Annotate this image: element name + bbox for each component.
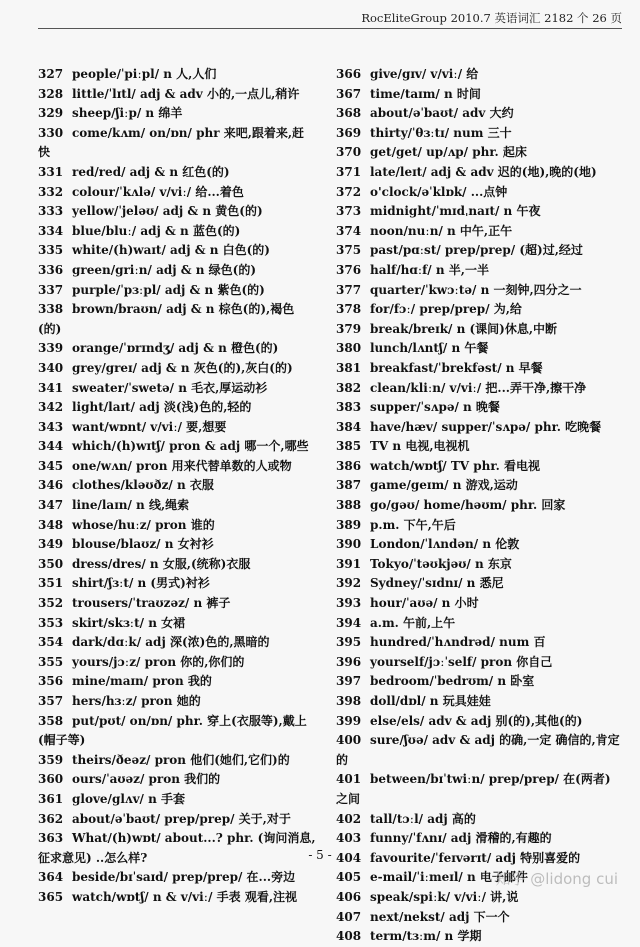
entry-text: doll/dɒl/ n 玩具娃娃 — [370, 694, 491, 708]
vocab-entry — [336, 261, 622, 281]
vocab-entry — [38, 379, 316, 399]
entry-number: 383 — [336, 400, 362, 415]
entry-number: 405 — [336, 870, 362, 885]
vocab-entry — [336, 124, 622, 144]
entry-text: supper/ˈsʌpə/ n 晚餐 — [370, 400, 500, 415]
entry-number: 370 — [336, 145, 362, 160]
entry-number: 366 — [336, 67, 362, 81]
entry-number: 342 — [38, 400, 64, 415]
entry-number: 331 — [38, 164, 64, 179]
entry-text: noon/nuːn/ n 中午,正午 — [370, 223, 513, 238]
entry-number: 348 — [38, 517, 64, 532]
entry-number: 408 — [336, 929, 362, 944]
entry-text: watch/wɒtʃ/ n & v/viː/ 手表 观看,注视 — [72, 889, 298, 904]
entry-text: about/əˈbaʊt/ prep/prep/ 关于,对于 — [72, 811, 291, 826]
vocab-entry — [336, 418, 622, 438]
entry-text: beside/bɪˈsaɪd/ prep/prep/ 在...旁边 — [72, 870, 296, 885]
entry-number: 332 — [38, 184, 64, 199]
entry-text: watch/wɒtʃ/ TV phr. 看电视 — [370, 458, 540, 473]
entry-text: theirs/ðeəz/ pron 他们(她们,它们)的 — [72, 752, 290, 767]
vocab-entry — [38, 594, 316, 614]
entry-number: 374 — [336, 223, 362, 238]
entry-text: glove/glʌv/ n 手套 — [72, 791, 186, 806]
entry-text: whose/huːz/ pron 谁的 — [72, 517, 215, 532]
entry-number: 392 — [336, 576, 362, 591]
vocab-entry — [336, 65, 622, 85]
entry-number: 362 — [38, 811, 64, 826]
entry-text: brown/braʊn/ adj & n 棕色(的),褐色(的) — [38, 302, 295, 336]
vocab-entry — [336, 339, 622, 359]
vocab-entry — [336, 888, 622, 908]
vocab-entry — [38, 790, 316, 810]
entry-number: 365 — [38, 889, 64, 904]
entry-text: p.m. 下午,午后 — [370, 517, 456, 532]
vocab-entry — [336, 829, 622, 849]
vocab-entry — [336, 300, 622, 320]
entry-text: yours/jɔːz/ pron 你的,你们的 — [72, 654, 245, 669]
vocab-entry — [38, 633, 316, 653]
vocab-entry — [336, 281, 622, 301]
entry-text: clean/kliːn/ v/viː/ 把...弄干净,擦干净 — [370, 380, 587, 395]
entry-number: 359 — [38, 752, 64, 767]
vocab-entry — [38, 418, 316, 438]
left-column — [38, 65, 316, 908]
entry-text: Tokyo/ˈtəʊkjəʊ/ n 东京 — [370, 556, 512, 571]
entry-text: little/ˈlɪtl/ adj & adv 小的,一点儿,稍许 — [72, 86, 300, 101]
vocab-entry — [336, 731, 622, 770]
vocab-entry — [38, 555, 316, 575]
entry-number: 347 — [38, 498, 64, 513]
entry-text: green/griːn/ adj & n 绿色(的) — [72, 262, 257, 277]
entry-number: 341 — [38, 380, 64, 395]
vocab-entry — [336, 692, 622, 712]
entry-number: 387 — [336, 478, 362, 493]
entry-text: quarter/ˈkwɔːtə/ n 一刻钟,四分之一 — [370, 282, 582, 297]
entry-number: 382 — [336, 380, 362, 395]
vocab-entry — [336, 476, 622, 496]
entry-text: white/(h)waɪt/ adj & n 白色(的) — [72, 243, 270, 258]
entry-text: colour/ˈkʌlə/ v/viː/ 给...着色 — [72, 184, 244, 199]
right-column — [336, 65, 622, 947]
entry-text: get/get/ up/ʌp/ phr. 起床 — [370, 145, 527, 160]
entry-number: 345 — [38, 458, 64, 473]
page-header: RocEliteGroup 2010.7 英语词汇 2182 个 26 页 — [361, 11, 622, 25]
entry-number: 346 — [38, 478, 64, 493]
vocab-entry — [38, 202, 316, 222]
entry-text: dress/dres/ n 女服,(统称)衣服 — [72, 556, 251, 571]
entry-number: 378 — [336, 302, 362, 317]
entry-text: shirt/ʃɜːt/ n (男式)衬衫 — [72, 576, 210, 591]
entry-number: 351 — [38, 576, 64, 591]
vocab-entry — [38, 692, 316, 712]
entry-text: favourite/ˈfeɪvərɪt/ adj 特别喜爱的 — [370, 850, 581, 865]
entry-number: 388 — [336, 498, 362, 513]
entry-text: go/gəʊ/ home/həʊm/ phr. 回家 — [370, 498, 566, 513]
entry-text: come/kʌm/ on/ɒn/ phr 来吧,跟着来,赶快 — [38, 125, 305, 160]
entry-number: 380 — [336, 341, 362, 356]
vocab-entry — [336, 770, 622, 809]
entry-text: next/nekst/ adj 下一个 — [370, 909, 510, 924]
entry-text: put/pʊt/ on/ɒn/ phr. 穿上(衣服等),戴上(帽子等) — [38, 713, 307, 748]
entry-number: 394 — [336, 615, 362, 630]
entry-number: 358 — [38, 713, 64, 728]
vocab-entry — [336, 398, 622, 418]
entry-text: o'clock/əˈklɒk/ ...点钟 — [370, 184, 508, 199]
vocab-entry — [38, 85, 316, 105]
entry-number: 391 — [336, 556, 362, 571]
vocab-entry — [38, 751, 316, 771]
entry-number: 372 — [336, 184, 362, 199]
vocab-entry — [38, 359, 316, 379]
entry-text: midnight/ˈmɪdˌnaɪt/ n 午夜 — [370, 204, 541, 219]
entry-text: between/bɪˈtwiːn/ prep/prep/ 在(两者)之间 — [336, 772, 611, 806]
vocab-entry — [336, 437, 622, 457]
vocab-entry — [38, 457, 316, 477]
entry-text: sure/ʃʊə/ adv & adj 的确,一定 确信的,肯定的 — [336, 733, 620, 767]
entry-number: 398 — [336, 694, 362, 708]
entry-text: time/taɪm/ n 时间 — [370, 86, 481, 101]
entry-text: ours/ˈaʊəz/ pron 我们的 — [72, 772, 221, 787]
page-number: - 5 - — [308, 848, 332, 862]
entry-text: people/ˈpiːpl/ n 人,人们 — [72, 67, 217, 81]
vocab-entry — [38, 437, 316, 457]
entry-number: 354 — [38, 635, 64, 650]
entry-number: 384 — [336, 419, 362, 434]
entry-text: thirty/ˈθɜːtɪ/ num 三十 — [370, 125, 512, 140]
entry-text: for/fɔː/ prep/prep/ 为,给 — [370, 302, 522, 317]
entry-text: want/wɒnt/ v/viː/ 要,想要 — [72, 419, 227, 434]
vocab-entry — [38, 124, 316, 163]
entry-text: blue/bluː/ adj & n 蓝色(的) — [72, 223, 241, 238]
entry-number: 400 — [336, 733, 362, 748]
vocab-entry — [38, 261, 316, 281]
vocab-entry — [336, 712, 622, 732]
entry-text: lunch/lʌntʃ/ n 午餐 — [370, 341, 489, 356]
vocab-entry — [336, 555, 622, 575]
entry-text: purple/ˈpɜːpl/ adj & n 紫色(的) — [72, 282, 265, 297]
entry-number: 373 — [336, 204, 362, 219]
entry-number: 369 — [336, 125, 362, 140]
entry-number: 357 — [38, 694, 64, 708]
entry-text: late/leɪt/ adj & adv 迟的(地),晚的(地) — [370, 164, 597, 179]
entry-text: yellow/ˈjeləʊ/ adj & n 黄色(的) — [72, 204, 263, 219]
vocab-entry — [38, 496, 316, 516]
entry-text: speak/spiːk/ v/viː/ 讲,说 — [370, 889, 519, 904]
entry-text: light/laɪt/ adj 淡(浅)色的,轻的 — [72, 400, 252, 415]
entry-text: have/hæv/ supper/ˈsʌpə/ phr. 吃晚餐 — [370, 419, 602, 434]
entry-text: skirt/skɜːt/ n 女裙 — [72, 615, 186, 630]
entry-number: 330 — [38, 125, 64, 140]
entry-number: 361 — [38, 791, 64, 806]
entry-number: 385 — [336, 439, 362, 454]
entry-text: game/geɪm/ n 游戏,运动 — [370, 478, 518, 493]
vocab-entry — [38, 614, 316, 634]
entry-text: yourself/jɔːˈself/ pron 你自己 — [370, 654, 553, 669]
vocab-entry — [38, 868, 316, 888]
vocab-entry — [336, 379, 622, 399]
entry-text: funny/ˈfʌnɪ/ adj 滑稽的,有趣的 — [370, 831, 552, 846]
vocab-entry — [336, 320, 622, 340]
entry-number: 339 — [38, 341, 64, 356]
vocab-entry — [38, 888, 316, 908]
entry-number: 375 — [336, 243, 362, 258]
entry-number: 364 — [38, 870, 64, 885]
vocab-entry — [38, 300, 316, 339]
entry-text: blouse/blaʊz/ n 女衬衫 — [72, 537, 214, 552]
vocab-entry — [38, 516, 316, 536]
vocab-entry — [336, 104, 622, 124]
entry-text: bedroom/ˈbedrʊm/ n 卧室 — [370, 674, 535, 689]
entry-text: past/pɑːst/ prep/prep/ (超)过,经过 — [370, 243, 583, 258]
vocab-entry — [336, 535, 622, 555]
vocab-entry — [336, 163, 622, 183]
entry-number: 336 — [38, 262, 64, 277]
entry-number: 397 — [336, 674, 362, 689]
watermark: 知乎 @lidong cui — [495, 870, 618, 888]
vocab-entry — [336, 183, 622, 203]
entry-number: 337 — [38, 282, 64, 297]
vocab-entry — [336, 594, 622, 614]
entry-number: 335 — [38, 243, 64, 258]
entry-number: 329 — [38, 106, 64, 121]
entry-number: 407 — [336, 909, 362, 924]
entry-number: 376 — [336, 262, 362, 277]
header-rule — [38, 28, 622, 29]
entry-text: hundred/ˈhʌndrəd/ num 百 — [370, 635, 546, 650]
entry-number: 349 — [38, 537, 64, 552]
entry-text: clothes/kləʊðz/ n 衣服 — [72, 478, 214, 493]
vocab-entry — [336, 202, 622, 222]
entry-text: e-mail/ˈiːmeɪl/ n 电子邮件 — [370, 870, 528, 885]
entry-text: line/laɪn/ n 线,绳索 — [72, 498, 190, 513]
entry-number: 404 — [336, 850, 362, 865]
entry-text: London/ˈlʌndən/ n 伦敦 — [370, 537, 520, 552]
vocab-entry — [38, 653, 316, 673]
vocab-entry — [38, 810, 316, 830]
vocab-entry — [38, 163, 316, 183]
entry-text: breakfast/ˈbrekfəst/ n 早餐 — [370, 360, 543, 375]
vocab-entry — [336, 359, 622, 379]
entry-number: 386 — [336, 458, 362, 473]
vocab-entry — [336, 496, 622, 516]
entry-number: 367 — [336, 86, 362, 101]
vocab-entry — [38, 476, 316, 496]
vocab-entry — [38, 770, 316, 790]
entry-number: 371 — [336, 164, 362, 179]
entry-number: 395 — [336, 635, 362, 650]
entry-number: 340 — [38, 360, 64, 375]
entry-text: mine/maɪn/ pron 我的 — [72, 674, 212, 689]
vocab-entry — [336, 633, 622, 653]
vocab-entry — [38, 535, 316, 555]
entry-number: 368 — [336, 106, 362, 121]
vocab-entry — [336, 516, 622, 536]
entry-number: 377 — [336, 282, 362, 297]
entry-text: sweater/ˈswetə/ n 毛衣,厚运动衫 — [72, 380, 268, 395]
entry-text: half/hɑːf/ n 半,一半 — [370, 262, 489, 277]
entry-number: 403 — [336, 831, 362, 846]
entry-number: 381 — [336, 360, 362, 375]
entry-number: 352 — [38, 596, 64, 611]
entry-number: 344 — [38, 439, 64, 454]
entry-number: 396 — [336, 654, 362, 669]
entry-number: 401 — [336, 772, 362, 787]
entry-number: 327 — [38, 67, 64, 81]
vocab-entry — [336, 672, 622, 692]
entry-number: 343 — [38, 419, 64, 434]
vocab-entry — [38, 222, 316, 242]
entry-number: 328 — [38, 86, 64, 101]
entry-text: one/wʌn/ pron 用来代替单数的人或物 — [72, 458, 292, 473]
vocab-entry — [38, 712, 316, 751]
vocab-entry — [336, 143, 622, 163]
vocab-entry — [336, 574, 622, 594]
vocab-entry — [336, 908, 622, 928]
vocab-entry — [336, 241, 622, 261]
entry-number: 363 — [38, 831, 64, 846]
entry-text: tall/tɔːl/ adj 高的 — [370, 811, 476, 826]
entry-text: hers/hɜːz/ pron 她的 — [72, 694, 201, 708]
vocab-entry — [38, 574, 316, 594]
entry-number: 338 — [38, 302, 64, 317]
entry-text: break/breɪk/ n (课间)休息,中断 — [370, 321, 558, 336]
vocab-entry — [336, 810, 622, 830]
entry-number: 390 — [336, 537, 362, 552]
entry-number: 393 — [336, 596, 362, 611]
entry-text: about/əˈbaʊt/ adv 大约 — [370, 106, 514, 121]
entry-number: 355 — [38, 654, 64, 669]
entry-text: orange/ˈɒrɪndʒ/ adj & n 橙色(的) — [72, 341, 279, 356]
entry-number: 353 — [38, 615, 64, 630]
entry-text: give/gɪv/ v/viː/ 给 — [370, 67, 479, 81]
vocab-entry — [38, 183, 316, 203]
entry-number: 406 — [336, 889, 362, 904]
vocab-entry — [336, 614, 622, 634]
vocab-entry — [336, 85, 622, 105]
entry-text: which/(h)wɪtʃ/ pron & adj 哪一个,哪些 — [72, 439, 309, 454]
vocab-entry — [38, 398, 316, 418]
vocab-entry — [38, 104, 316, 124]
entry-text: grey/greɪ/ adj & n 灰色(的),灰白(的) — [72, 360, 293, 375]
vocab-entry — [336, 927, 622, 947]
vocab-entry — [336, 222, 622, 242]
entry-number: 379 — [336, 321, 362, 336]
entry-text: hour/ˈaʊə/ n 小时 — [370, 596, 479, 611]
entry-text: trousers/ˈtraʊzəz/ n 裤子 — [72, 596, 231, 611]
entry-text: What/(h)wɒt/ about...? phr. (询问消息,征求意见) ..怎么样? — [38, 831, 316, 865]
entry-number: 399 — [336, 713, 362, 728]
vocab-entry — [38, 241, 316, 261]
entry-text: else/els/ adv & adj 别(的),其他(的) — [370, 713, 583, 728]
entry-text: sheep/ʃiːp/ n 绵羊 — [72, 106, 183, 121]
entry-text: dark/dɑːk/ adj 深(浓)色的,黑暗的 — [72, 635, 270, 650]
entry-number: 402 — [336, 811, 362, 826]
vocab-entry — [336, 457, 622, 477]
entry-text: a.m. 午前,上午 — [370, 615, 456, 630]
vocab-entry — [38, 339, 316, 359]
entry-text: TV n 电视,电视机 — [370, 439, 470, 454]
vocab-entry — [38, 281, 316, 301]
entry-number: 356 — [38, 674, 64, 689]
entry-number: 350 — [38, 556, 64, 571]
entry-text: term/tɜːm/ n 学期 — [370, 929, 482, 944]
entry-number: 360 — [38, 772, 64, 787]
entry-number: 334 — [38, 223, 64, 238]
vocab-entry — [38, 65, 316, 85]
vocab-entry — [38, 672, 316, 692]
entry-number: 333 — [38, 204, 64, 219]
vocab-entry — [336, 653, 622, 673]
entry-number: 389 — [336, 517, 362, 532]
entry-text: Sydney/ˈsɪdnɪ/ n 悉尼 — [370, 576, 504, 591]
entry-text: red/red/ adj & n 红色(的) — [72, 164, 230, 179]
